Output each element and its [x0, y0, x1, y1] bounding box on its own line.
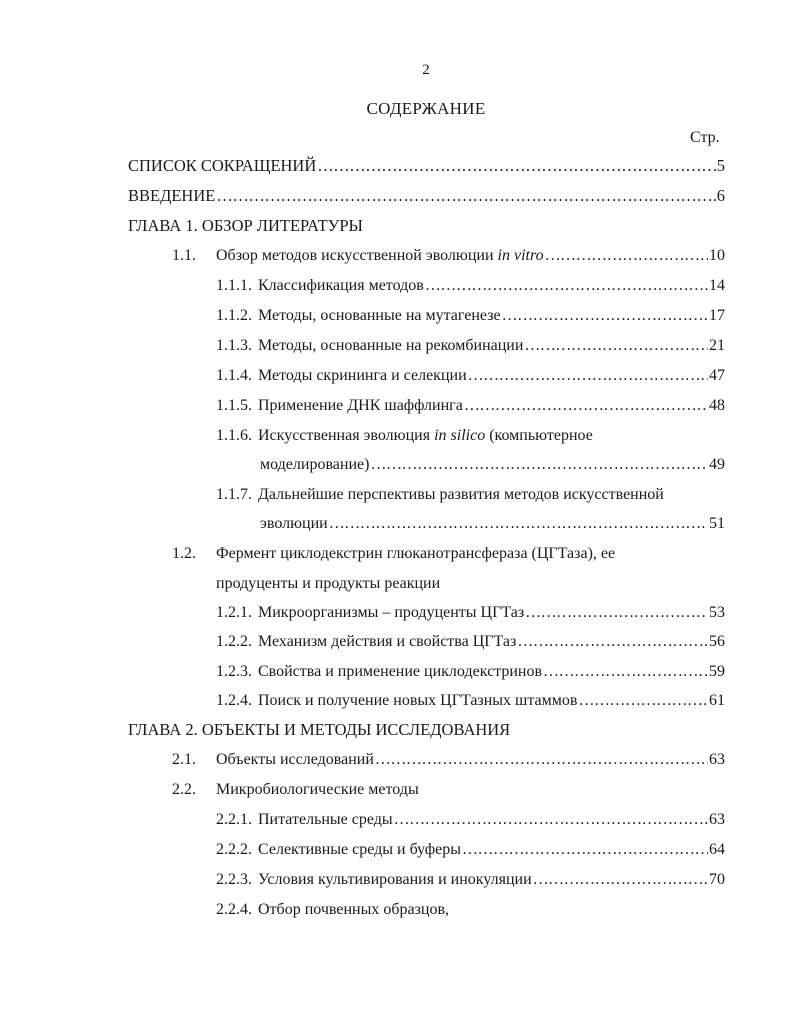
toc-entry-number: 2.2.4. — [216, 901, 252, 918]
toc-entry-number: 2.2.1. — [216, 811, 252, 828]
toc-entry-page: 47 — [709, 367, 725, 384]
toc-entry-number: 1.1.3. — [216, 337, 252, 354]
leader-dots — [533, 870, 708, 890]
toc-entry-1-1-7 — [216, 485, 725, 505]
toc-entry-number: 1.1.5. — [216, 397, 252, 414]
toc-entry-title: Обзор методов искусственной эволюции in vitro — [216, 247, 544, 264]
toc-entry-1-1-3 — [216, 336, 725, 356]
toc-entry-page: 5 — [716, 156, 725, 175]
toc-entry-page: 21 — [709, 337, 725, 354]
toc-entry-title: ГЛАВА 1. ОБЗОР ЛИТЕРАТУРЫ — [128, 216, 363, 235]
toc-entry-page: 70 — [709, 871, 725, 888]
toc-entry-title: ВВЕДЕНИЕ — [128, 186, 216, 205]
toc-entry-2-2-1 — [216, 810, 725, 830]
leader-dots — [524, 336, 708, 356]
toc-entry-number: 2.2.3. — [216, 871, 252, 888]
leader-dots — [425, 276, 708, 296]
toc-entry-1-1-7-continuation — [260, 514, 725, 534]
page-column-label: Стр. — [690, 129, 720, 146]
toc-entry-page: 53 — [709, 604, 725, 621]
toc-entry-1-1-6 — [216, 426, 725, 446]
toc-entry-title: Фермент циклодекстрин глюканотрансфераза (ЦГТаза), ее — [216, 545, 616, 562]
toc-entry-page: 10 — [709, 247, 725, 264]
toc-entry-1-2 — [172, 544, 725, 564]
leader-dots — [502, 306, 708, 326]
toc-entry-title: СПИСОК СОКРАЩЕНИЙ — [128, 156, 317, 175]
toc-entry-number: 2.2.2. — [216, 841, 252, 858]
toc-entry-page: 63 — [709, 751, 725, 768]
toc-entry-title: Свойства и применение циклодекстринов — [258, 663, 543, 680]
page-title: СОДЕРЖАНИЕ — [366, 99, 486, 118]
toc-entry-number: 1.1.6. — [216, 427, 252, 444]
leader-dots — [375, 750, 708, 770]
leader-dots — [578, 691, 708, 711]
toc-entry-title: Объекты исследований — [216, 751, 374, 768]
toc-entry-introduction — [128, 186, 725, 206]
toc-entry-title: Условия культивирования и инокуляции — [258, 871, 532, 888]
toc-entry-title: Селективные среды и буферы — [258, 841, 461, 858]
toc-entry-title-continued: продуценты и продукты реакции — [216, 575, 441, 592]
toc-entry-1-2-3 — [216, 662, 725, 682]
toc-entry-title: Методы, основанные на мутагенезе — [258, 307, 501, 324]
toc-entry-number: 1.2. — [172, 545, 196, 562]
toc-entry-page: 56 — [709, 633, 725, 650]
toc-entry-number: 2.1. — [172, 751, 196, 768]
toc-entry-1-1-2 — [216, 306, 725, 326]
toc-entry-page: 49 — [709, 456, 725, 473]
toc-entry-title-continued: моделирование) — [260, 456, 370, 473]
toc-entry-2-2-4 — [216, 900, 725, 920]
toc-entry-page: 59 — [709, 663, 725, 680]
toc-entry-2-2-2 — [216, 840, 725, 860]
toc-entry-title: Питательные среды — [258, 811, 393, 828]
toc-entry-number: 1.1.7. — [216, 486, 252, 503]
leader-dots — [464, 396, 708, 416]
toc-entry-1-1-4 — [216, 366, 725, 386]
toc-chapter-1 — [128, 216, 363, 236]
toc-entry-number: 1.1.2. — [216, 307, 252, 324]
toc-entry-title: Методы скрининга и селекции — [258, 367, 467, 384]
toc-entry-title: Механизм действия и свойства ЦГТаз — [258, 633, 517, 650]
toc-entry-title: Отбор почвенных образцов, — [258, 901, 449, 918]
toc-entry-2-1 — [172, 750, 725, 770]
leader-dots — [329, 514, 708, 534]
toc-entry-page: 6 — [716, 186, 725, 205]
toc-entry-1-1-1 — [216, 276, 725, 296]
toc-chapter-2 — [128, 720, 510, 740]
leader-dots — [468, 366, 708, 386]
toc-entry-number: 1.1.1. — [216, 277, 252, 294]
toc-entry-abbreviations — [128, 156, 725, 176]
toc-entry-number: 1.1.4. — [216, 367, 252, 384]
toc-entry-title: Классификация методов — [258, 277, 424, 294]
toc-entry-number: 2.2. — [172, 781, 196, 798]
toc-entry-title: Дальнейшие перспективы развития методов искусственной — [258, 486, 664, 503]
toc-entry-number: 1.1. — [172, 247, 196, 264]
toc-entry-title-continued: эволюции — [260, 515, 328, 532]
toc-entry-page: 51 — [709, 515, 725, 532]
toc-entry-page: 14 — [709, 277, 725, 294]
toc-entry-1-1-5 — [216, 396, 725, 416]
leader-dots — [370, 455, 708, 475]
toc-entry-page: 64 — [709, 841, 725, 858]
toc-entry-2-2-3 — [216, 870, 725, 890]
toc-entry-number: 1.2.4. — [216, 692, 252, 709]
leader-dots — [545, 246, 708, 266]
leader-dots — [543, 662, 708, 682]
toc-entry-page: 61 — [709, 692, 725, 709]
toc-entry-1-1-6-continuation — [260, 455, 725, 475]
toc-entry-title: Микроорганизмы – продуценты ЦГТаз — [258, 604, 525, 621]
leader-dots — [462, 840, 708, 860]
toc-entry-page: 63 — [709, 811, 725, 828]
toc-entry-title: Применение ДНК шаффлинга — [258, 397, 463, 414]
toc-entry-number: 1.2.2. — [216, 633, 252, 650]
leader-dots — [394, 810, 708, 830]
toc-entry-title: ГЛАВА 2. ОБЪЕКТЫ И МЕТОДЫ ИССЛЕДОВАНИЯ — [128, 720, 511, 739]
leader-dots — [517, 632, 708, 652]
toc-entry-title: Методы, основанные на рекомбинации — [258, 337, 524, 354]
toc-entry-1-1 — [172, 246, 725, 266]
toc-entry-page: 17 — [709, 307, 725, 324]
leader-dots — [317, 156, 715, 176]
toc-entry-page: 48 — [709, 397, 725, 414]
toc-entry-number: 1.2.3. — [216, 663, 252, 680]
toc-entry-1-2-2 — [216, 632, 725, 652]
toc-entry-title: Поиск и получение новых ЦГТазных штаммов — [258, 692, 578, 709]
toc-entry-number: 1.2.1. — [216, 604, 252, 621]
toc-entry-1-2-continuation — [216, 574, 440, 594]
leader-dots — [525, 603, 708, 623]
leader-dots — [216, 186, 715, 206]
toc-entry-title: Искусственная эволюция in silico (компьютерное — [258, 427, 593, 444]
page-number: 2 — [422, 62, 430, 78]
toc-entry-title: Микробиологические методы — [216, 781, 419, 798]
toc-entry-1-2-1 — [216, 603, 725, 623]
toc-entry-2-2 — [172, 780, 725, 800]
toc-entry-1-2-4 — [216, 691, 725, 711]
